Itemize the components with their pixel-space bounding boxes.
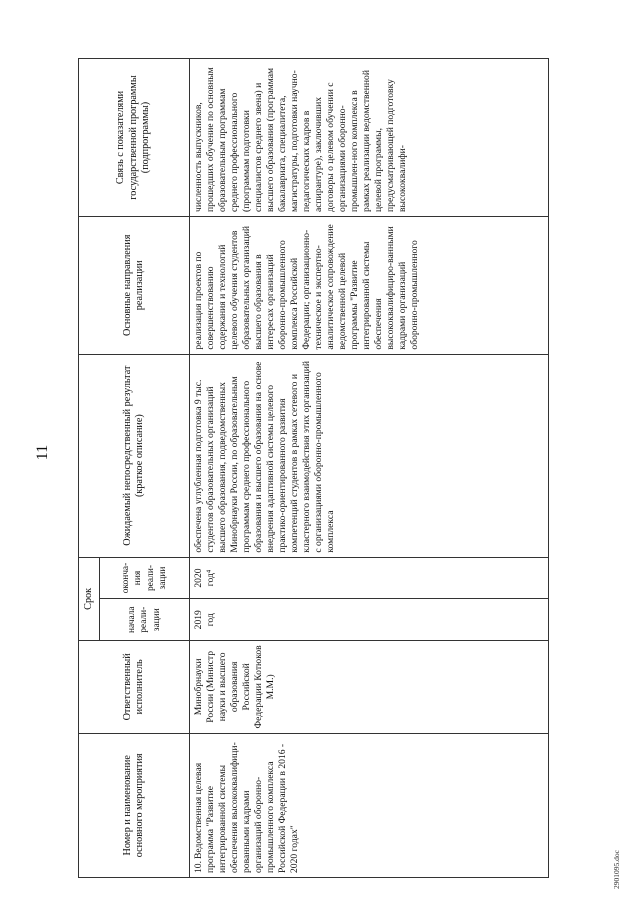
footer-code: 2901095.doc	[612, 850, 621, 889]
cell-executor: Минобрнауки России (Министр науки и высшего образования Российской Федерации Котюков М.М.)	[190, 641, 549, 734]
cell-start: 2019 год	[190, 599, 549, 641]
row-number: 10.	[193, 861, 204, 873]
cell-name	[190, 733, 549, 877]
header-name: Номер и наименование основного мероприятия	[79, 733, 190, 877]
cell-end: 2020 год⁴	[190, 557, 549, 599]
cell-link: численность выпускников, прошедших обучение по основным образовательным программам среднего профессионального (программам подготовки специалистов среднего звена) и высшего образования (программам бакалавриата, специалитета, магистратуры, подготовки научно-педагогических кадров в аспирантуре), заключивших договоры о целевом обучении с организациями оборонно-промышлен-ного комплекса в рамках реализации ведомственной целевой программы, предусматривающей подготовку высококвалифи-	[190, 59, 549, 217]
header-executor: Ответственный исполнитель	[79, 641, 190, 734]
measure-name: Ведомственная целевая программа "Развитие интегрированной системы обеспечения высококвалифици-рованными кадрами организаций оборонно-промышленного комплекса Российской Федерации в 2016 - 2020 годах"	[193, 742, 300, 873]
page-number: 11	[34, 444, 51, 461]
header-term: Срок	[79, 557, 100, 640]
header-term-start: начала реали-зации	[100, 599, 190, 641]
cell-result: обеспечена углубленная подготовка 9 тыс. студентов образовательных организаций высшего образования, подведомственных Минобрнауки России, по образовательным программам среднего профессионального образования и высшего образования на основе внедрения адаптивной системы целевого практико-ориентированного развития компетенций студентов в рамках сетевого и кластерного взаимодействия этих организаций с организациями оборонно-промышленного комплекса	[190, 354, 549, 557]
header-directions: Основные направления реализации	[79, 216, 190, 354]
program-table	[78, 58, 549, 878]
header-link: Связь с показателями государственной программы (подпрограммы)	[79, 59, 190, 217]
cell-directions: реализация проектов по совершенствованию содержания и технологий целевого обучения студентов образовательных организаций высшего образования в интересах организаций оборонно-промышленного комплекса Российской Федерации; организационно-техническое и экспертно-аналитическое сопровождение ведомственной целевой программы "Развитие интегрированной системы обеспечения высококвалифициро-ванными кадрами организаций оборонно-промышленного	[190, 216, 549, 354]
header-term-end: оконча-ния реали-зации	[100, 557, 190, 599]
table-row	[190, 59, 549, 878]
table-header	[79, 59, 190, 878]
header-result: Ожидаемый непосредственный результат (краткое описание)	[79, 354, 190, 557]
